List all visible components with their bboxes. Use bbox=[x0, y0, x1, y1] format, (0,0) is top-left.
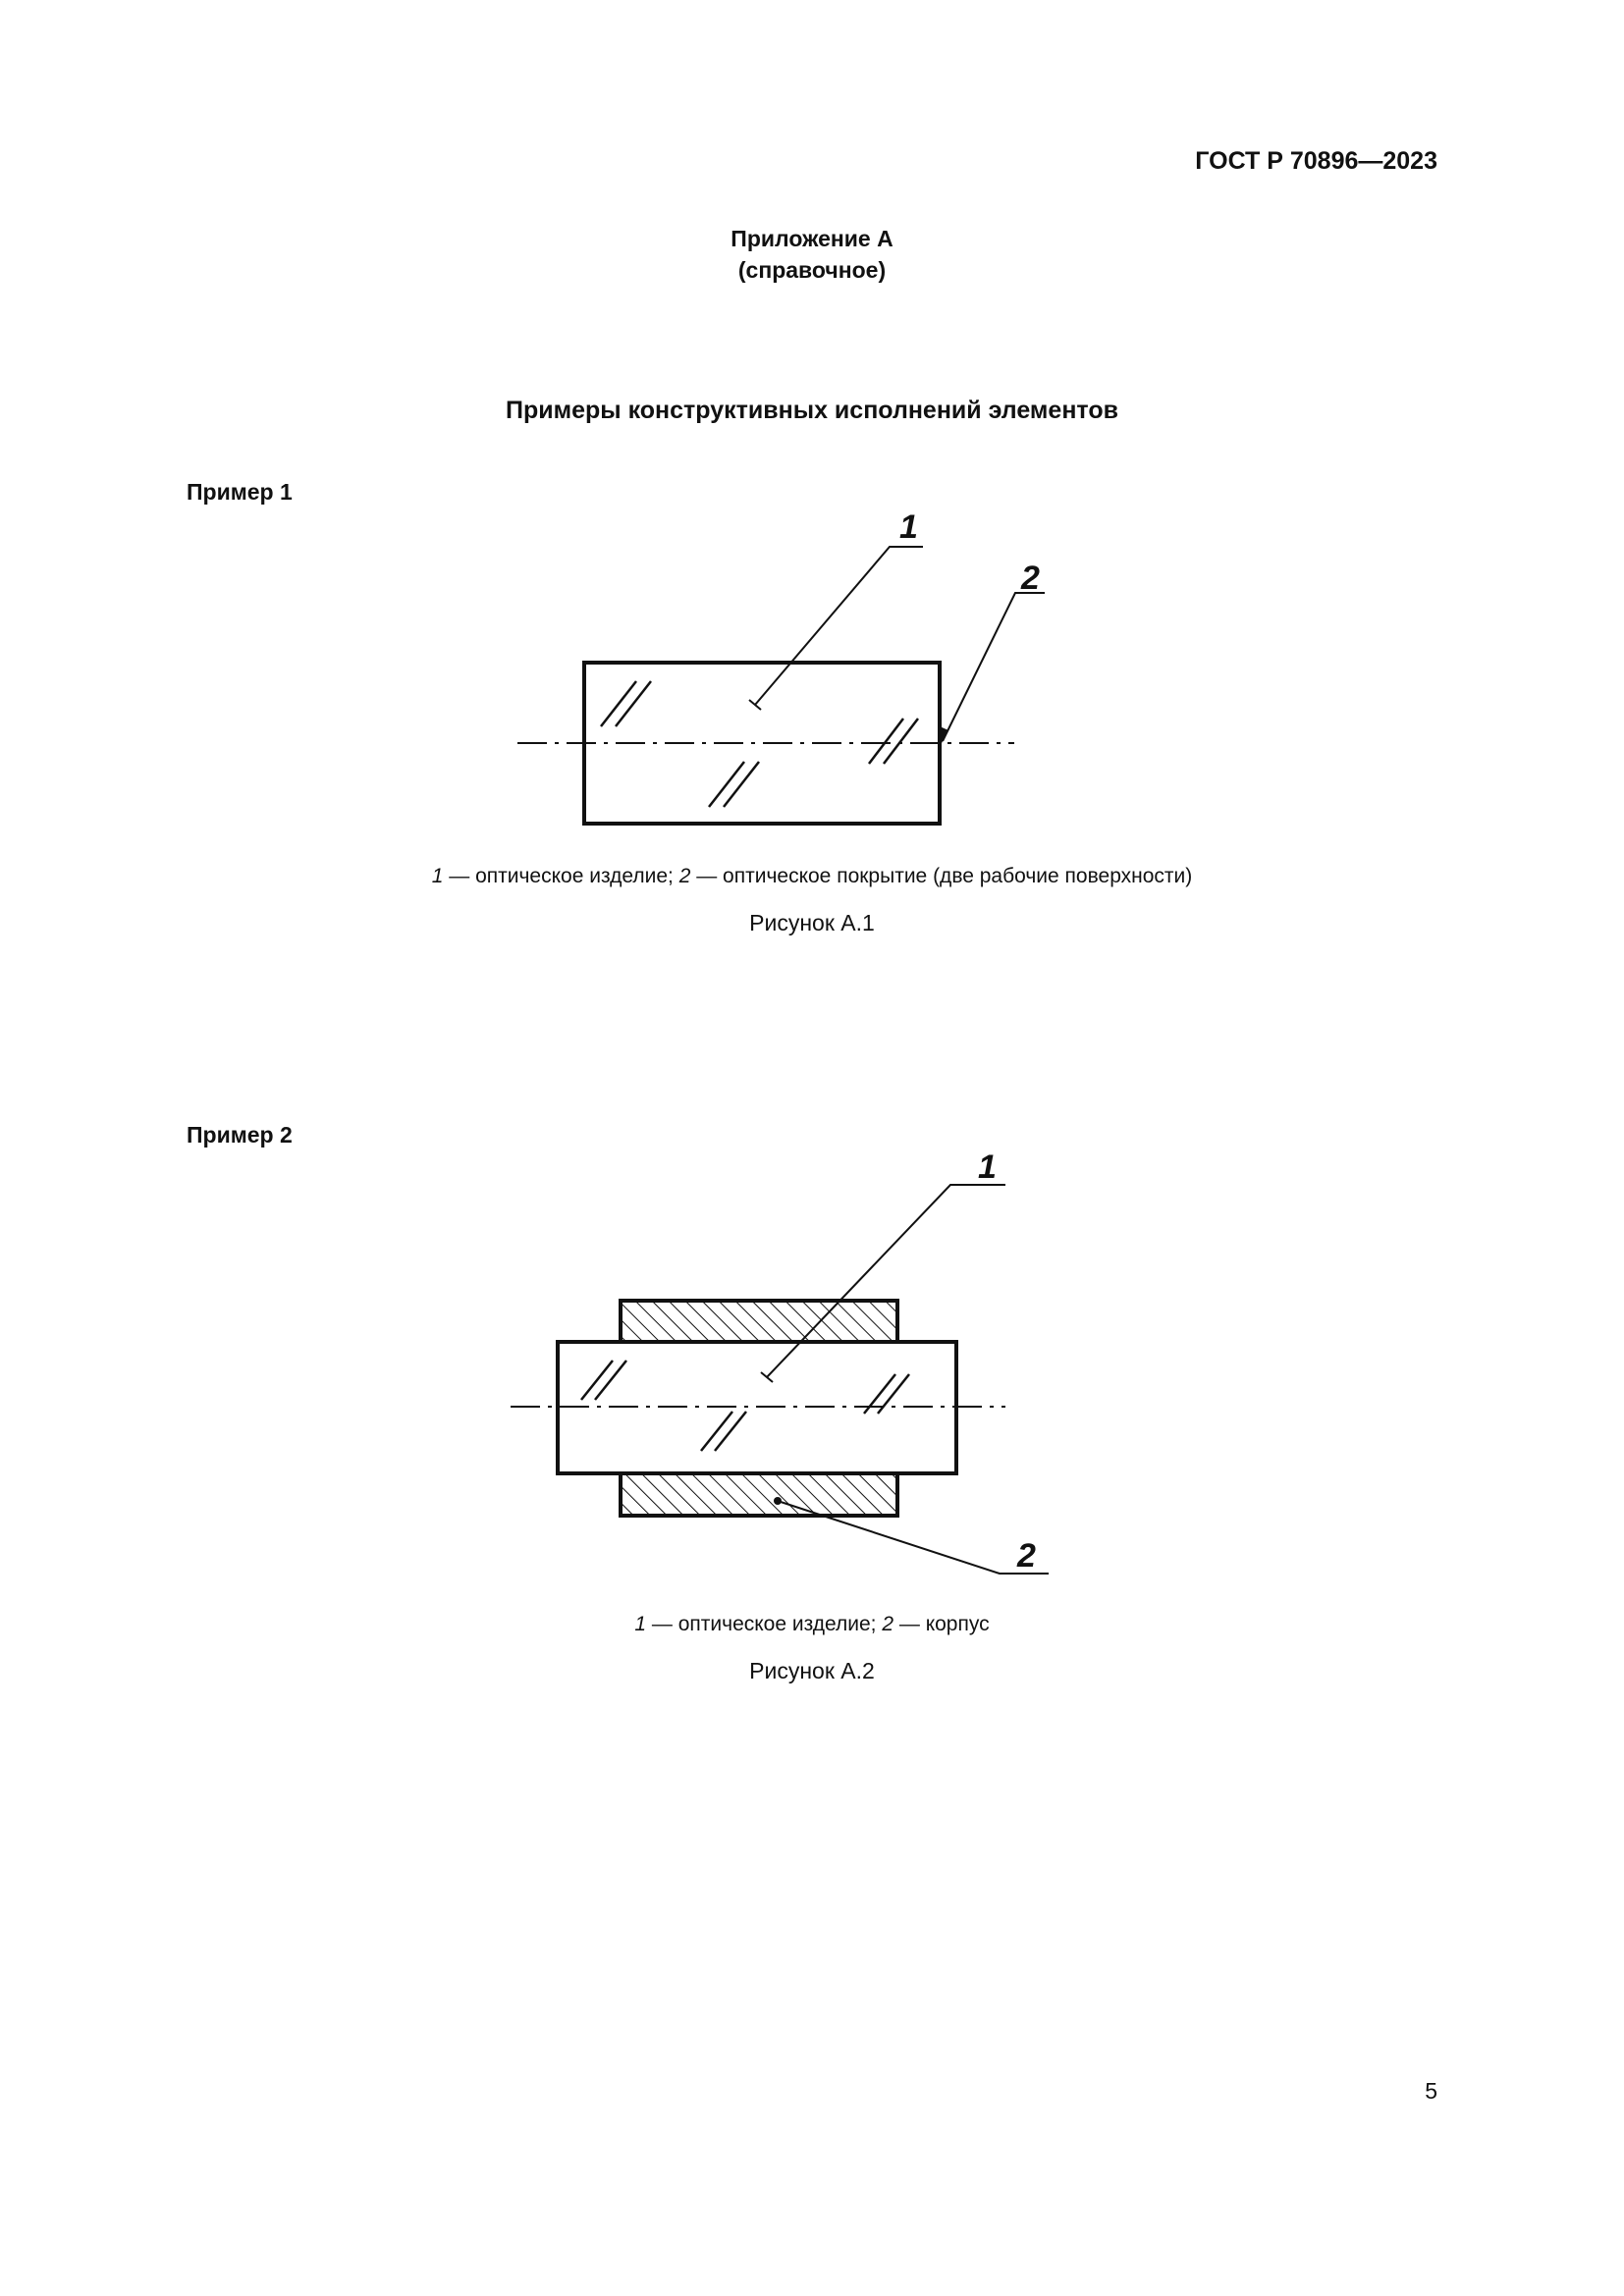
legend-text: — корпус bbox=[893, 1613, 990, 1635]
appendix-title: Приложение А bbox=[731, 226, 893, 251]
page-number: 5 bbox=[1425, 2078, 1437, 2104]
figure-a1-callout-1: 1 bbox=[899, 508, 918, 546]
legend-number: 2 bbox=[882, 1613, 894, 1635]
legend-text: — оптическое изделие; bbox=[646, 1613, 883, 1635]
legend-text: — оптическое покрытие (две рабочие поверхности) bbox=[690, 865, 1193, 887]
figure-a1-callout-2: 2 bbox=[1021, 560, 1040, 597]
document-code: ГОСТ Р 70896—2023 bbox=[1195, 147, 1437, 175]
figure-a2-title: Рисунок А.2 bbox=[749, 1658, 875, 1683]
figure-a2-legend bbox=[0, 1613, 1624, 1636]
appendix-subtitle: (справочное) bbox=[737, 257, 887, 283]
legend-number: 1 bbox=[634, 1613, 647, 1635]
legend-number: 2 bbox=[678, 865, 691, 887]
figure-a1-title: Рисунок А.1 bbox=[749, 910, 875, 935]
legend-text: — оптическое изделие; bbox=[443, 865, 679, 887]
figure-a2-callout-1: 1 bbox=[978, 1148, 997, 1186]
figure-a2-callout-2: 2 bbox=[1017, 1537, 1036, 1575]
section-title: Примеры конструктивных исполнений элементов bbox=[506, 397, 1118, 424]
example-1-label: Пример 1 bbox=[187, 479, 293, 505]
example-2-label: Пример 2 bbox=[187, 1122, 293, 1148]
legend-number: 1 bbox=[431, 865, 444, 887]
